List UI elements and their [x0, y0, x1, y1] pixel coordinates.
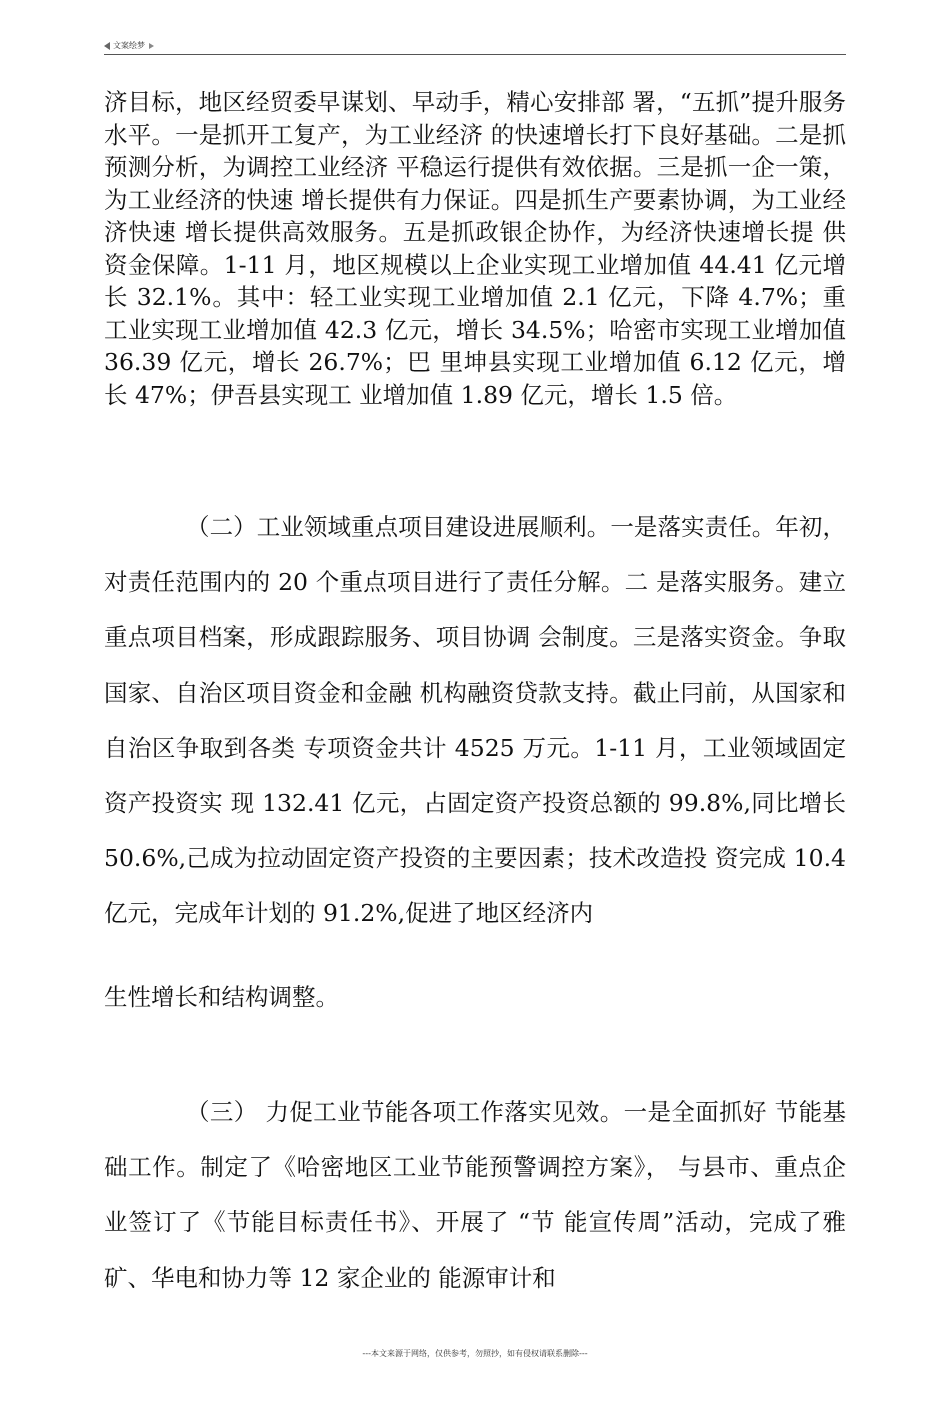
paragraph-economic-targets: 济目标，地区经贸委早谋划、早动手，精心安排部 署，“五抓”提升服务水平。一是抓开工复产，为工业经济 的快速增长打下良好基础。二是抓预测分析，为调控工业经济 平稳运行提供有效依据。三是抓一企一策，为工业经济的快速 增长提供有力保证。四是抓生产要素协调，为工业经济快速 增长提供高效服务。五是抓政银企协作，为经济快速增长提 供资金保障。1-11 月，地区规模以上企业实现工业增加值 44.41 亿元增长 32.1%。其中：轻工业实现工业增加值 2.1 亿元，下降 4.7%；重工业实现工业增加值 42.3 亿元，增长 34.5%；哈密市实现工业增加值 36.39 亿元，增长 26.7%；巴 里坤县实现工业增加值 6.12 亿元，增长 47%；伊吾县实现工 业增加值 1.89 亿元，增长 1.5 倍。	[104, 88, 854, 409]
paragraph-key-projects: （二）工业领域重点项目建设进展顺利。一是落实责任。年初，对责任范围内的 20 个重点项目进行了责任分解。二 是落实服务。建立重点项目档案，形成跟踪服务、项目协调 会制度。三是落实资金。争取国家、自治区项目资金和金融 机构融资贷款支持。截止冃前，从国家和自治区争取到各类 专项资金共计 4525 万元。1-11 月，工业领域固定资产投资实 现 132.41 亿元，占固定资产投资总额的 99.8%,同比增长 50.6%,己成为拉动固定资产投资的主要因素；技术改造投 资完成 10.4 亿元，完成年计划的 91.2%,促进了地区经济内	[104, 513, 854, 928]
header-title: 文案绘梦	[113, 41, 145, 50]
triangle-right-icon	[149, 43, 154, 49]
page-header	[104, 40, 846, 55]
triangle-left-icon	[104, 42, 110, 50]
paragraph-key-projects-tail: 生性增长和结构调整。	[104, 983, 339, 1011]
page-footer: ---本文来源于网络，仅供参考，勿照抄，如有侵权请联系删除---	[362, 1349, 588, 1358]
paragraph-energy-saving: （三） 力促工业节能各项工作落实见效。一是全面抓好 节能基础工作。制定了《哈密地区工业节能预警调控方案》， 与县市、重点企业签订了《节能目标责任书》、开展了 “节 能宣传周”活动，完成了雅矿、华电和协力等 12 家企业的 能源审计和	[104, 1098, 846, 1292]
